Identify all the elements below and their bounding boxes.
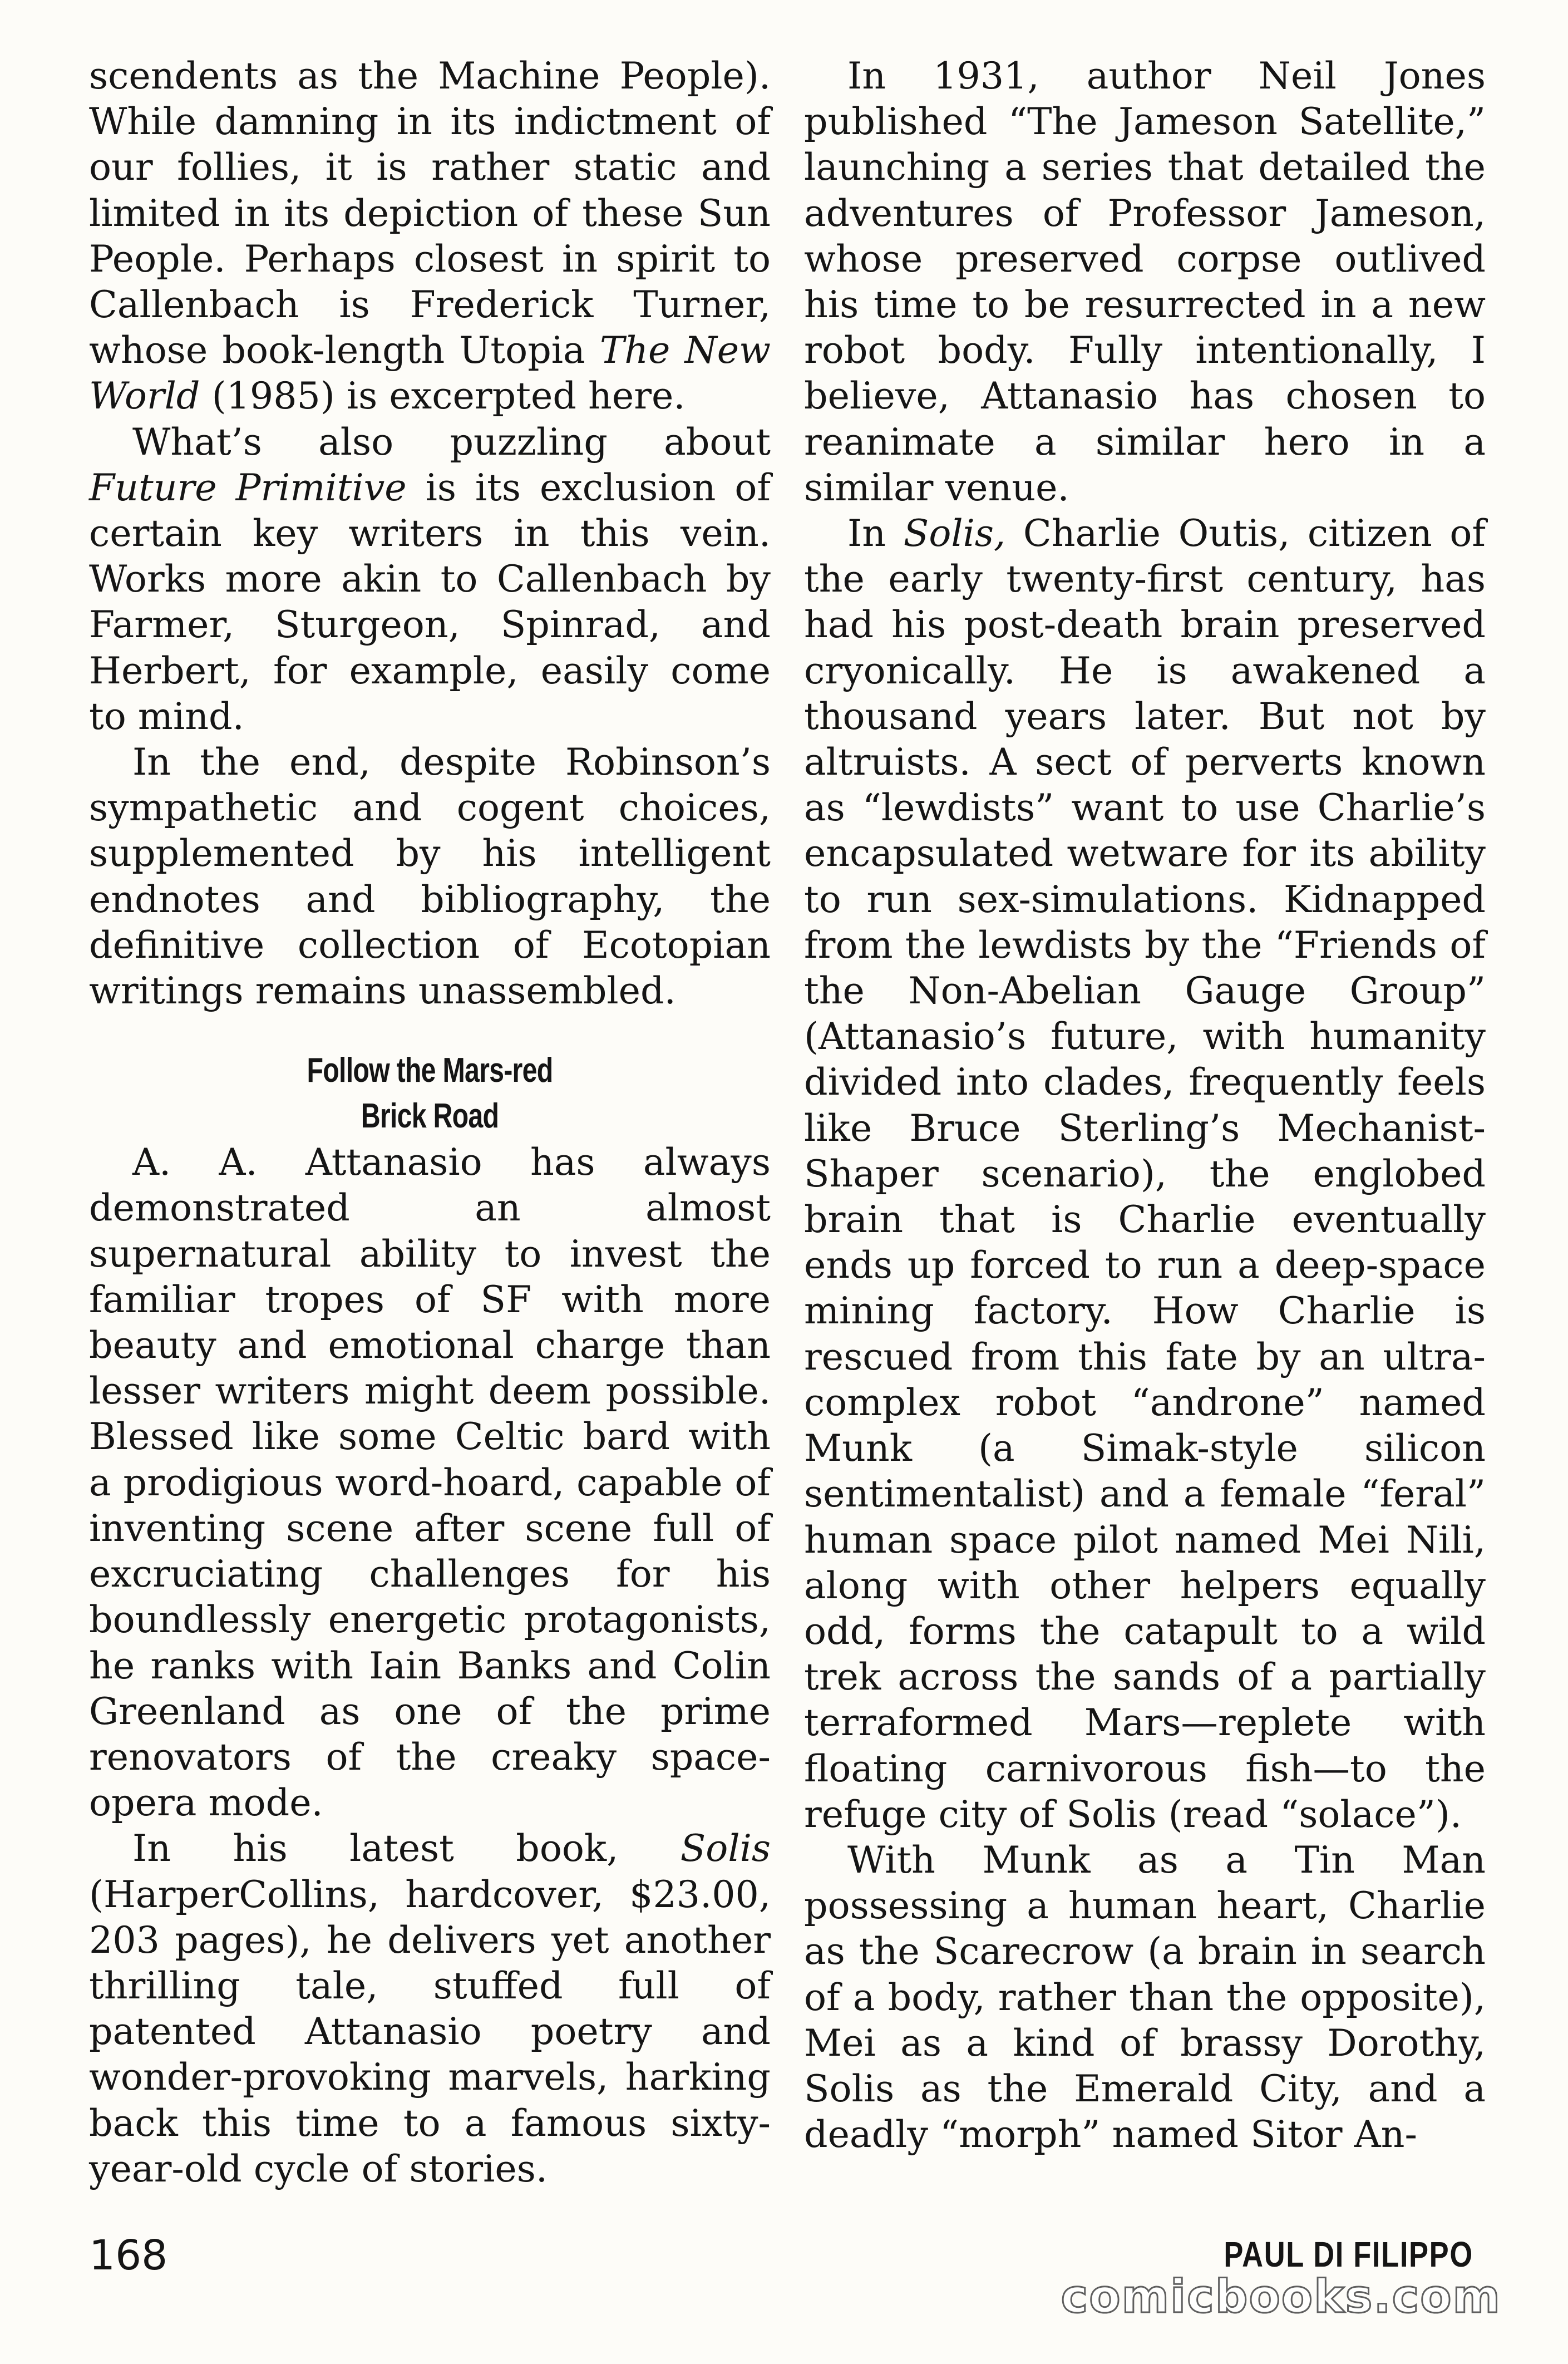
paragraph: In the end, despite Robinson’s sympathetic and cogent choices, supplemented by his intelligent endnotes and bibliography, the definitive collection of Ecotopian writings remains unassembled. <box>89 740 771 1013</box>
watermark: comicbooks.com <box>1061 2271 1501 2323</box>
right-column <box>804 53 1486 2157</box>
section-heading-line: Follow the Mars-red <box>307 1051 553 1090</box>
running-head: PAUL DI FILIPPO <box>1224 2234 1473 2274</box>
paragraph: What’s also puzzling about Future Primitive is its exclusion of certain key writers in this vein. Works more akin to Callenbach by Farmer, Sturgeon, Spinrad, and Herbert, for example, easily come to mind. <box>89 420 771 738</box>
paragraph: With Munk as a Tin Man possessing a human heart, Charlie as the Scarecrow (a brain in search of a body, rather than the opposite), Mei as a kind of brassy Dorothy, Solis as the Emerald City, and a deadly “morph” named Sitor An- <box>804 1838 1486 2156</box>
paragraph: scendents as the Machine People). While damning in its indictment of our follies, it is rather static and limited in its depiction of these Sun People. Perhaps closest in spirit to Callenbach is Frederick Turner, whose book-length Utopia The New World (1985) is excerpted here. <box>89 54 771 418</box>
paragraph: A. A. Attanasio has always demonstrated an almost supernatural ability to invest the familiar tropes of SF with more beauty and emotional charge than lesser writers might deem possible. Blessed like some Celtic bard with a prodigious word-hoard, capable of inventing scene after scene full of excruciating challenges for his boundlessly energetic protagonists, he ranks with Iain Banks and Colin Greenland as one of the prime renovators of the creaky space-opera mode. <box>89 1140 771 1825</box>
page-number: 168 <box>89 2232 168 2279</box>
paragraph: In 1931, author Neil Jones published “The Jameson Satellite,” launching a series that detailed the adventures of Professor Jameson, whose preserved corpse outlived his time to be resurrected in a new robot body. Fully intentionally, I believe, Attanasio has chosen to reanimate a similar hero in a similar venue. <box>804 54 1486 509</box>
paragraph: In his latest book, Solis (HarperCollins, hardcover, $23.00, 203 pages), he delivers yet another thrilling tale, stuffed full of patented Attanasio poetry and wonder-provoking marvels, harking back this time to a famous sixty-year-old cycle of stories. <box>89 1826 771 2190</box>
section-heading <box>164 1048 696 1139</box>
left-column <box>89 53 771 2191</box>
paragraph: In Solis, Charlie Outis, citizen of the early twenty-first century, has had his post-death brain preserved cryonically. He is awakened a thousand years later. But not by altruists. A sect of perverts known as “lewdists” want to use Charlie’s encapsulated wetware for its ability to run sex-simulations. Kidnapped from the lewdists by the “Friends of the Non-Abelian Gauge Group” (Attanasio’s future, with humanity divided into clades, frequently feels like Bruce Sterling’s Mechanist-Shaper scenario), the englobed brain that is Charlie eventually ends up forced to run a deep-space mining factory. How Charlie is rescued from this fate by an ultra-complex robot “androne” named Munk (a Simak-style silicon sentimentalist) and a female “feral” human space pilot named Mei Nili, along with other helpers equally odd, forms the catapult to a wild trek across the sands of a partially terraformed Mars—replete with floating carnivorous fish—to the refuge city of Solis (read “solace”). <box>804 511 1486 1836</box>
section-heading-line: Brick Road <box>361 1097 499 1136</box>
